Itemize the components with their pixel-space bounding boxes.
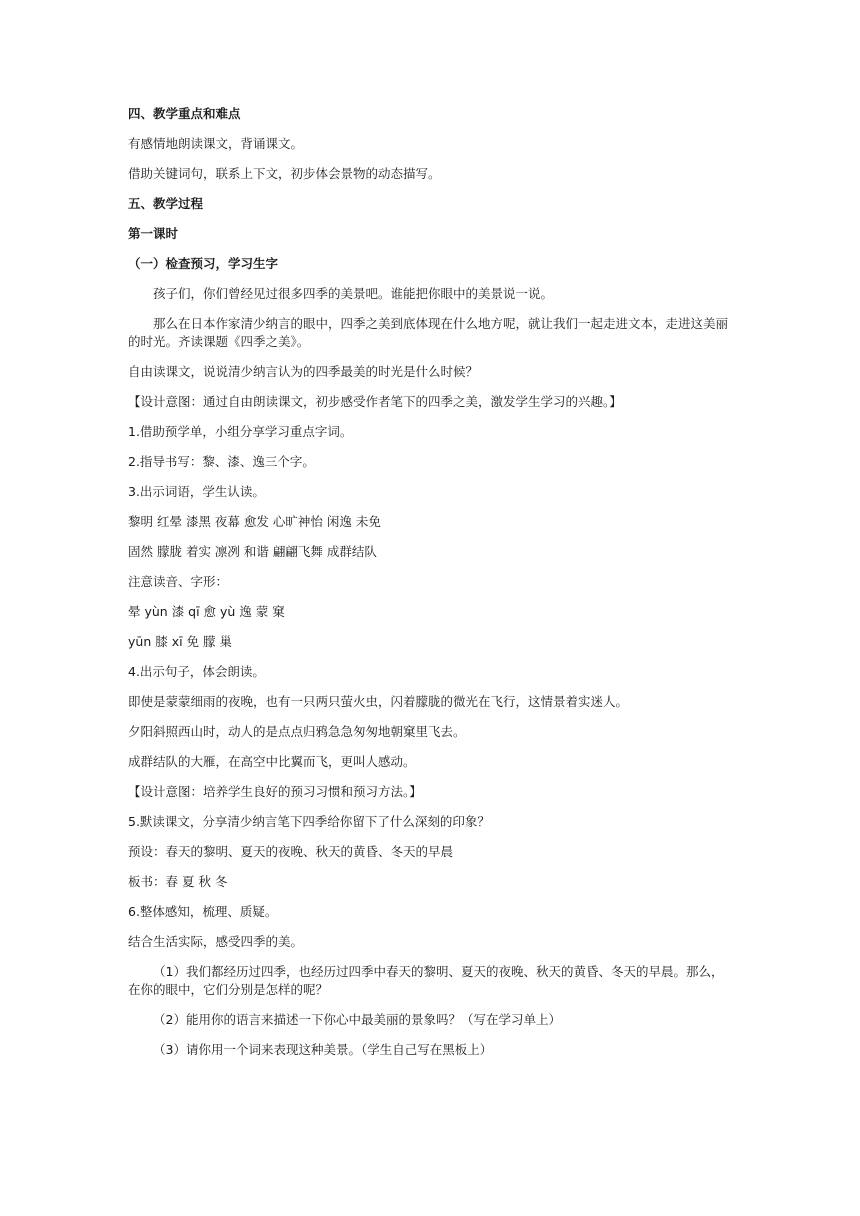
question: （3）请你用一个词来表现这种美景。（学生自己写在黑板上） [153, 1042, 493, 1057]
paragraph: 3.出示词语，学生认读。 [128, 484, 265, 499]
paragraph: 板书：春 夏 秋 冬 [128, 874, 228, 889]
question: （2）能用你的语言来描述一下你心中最美丽的景象吗？（写在学习单上） [153, 1012, 561, 1027]
subsection-heading: （一）检查预习，学习生字 [128, 256, 279, 271]
paragraph: 有感情地朗读课文，背诵课文。 [128, 136, 304, 151]
word-list: 黎明 红晕 漆黑 夜幕 愈发 心旷神怡 闲逸 未免 [128, 514, 381, 529]
section-heading: 五、教学过程 [128, 196, 204, 211]
paragraph: 那么在日本作家清少纳言的眼中，四季之美到底体现在什么地方呢，就让我们一起走进文本，走进这美丽的时光。齐读课题《四季之美》。 [128, 316, 729, 349]
word-list: 固然 朦胧 着实 凛冽 和谐 翩翩飞舞 成群结队 [128, 544, 377, 559]
paragraph: 6.整体感知，梳理、质疑。 [128, 904, 278, 919]
example-sentence: 成群结队的大雁，在高空中比翼而飞，更叫人感动。 [128, 754, 416, 769]
paragraph: 借助关键词句，联系上下文，初步体会景物的动态描写。 [128, 166, 441, 181]
section-heading: 四、教学重点和难点 [128, 106, 241, 121]
paragraph: 2.指导书写：黎、漆、逸三个字。 [128, 454, 315, 469]
example-sentence: 即使是蒙蒙细雨的夜晚，也有一只两只萤火虫，闪着朦胧的微光在飞行，这情景着实迷人。 [128, 694, 629, 709]
paragraph: 自由读课文，说说清少纳言认为的四季最美的时光是什么时候？ [128, 364, 479, 379]
paragraph: 孩子们，你们曾经见过很多四季的美景吧。谁能把你眼中的美景说一说。 [153, 286, 554, 301]
pronunciation-list: 晕 yùn 漆 qī 愈 yù 逸 蒙 窠 [128, 604, 285, 619]
pronunciation-list: yūn 膝 xī 免 朦 巢 [128, 634, 232, 649]
document-body [128, 105, 732, 1071]
paragraph: 5.默读课文，分享清少纳言笔下四季给你留下了什么深刻的印象？ [128, 814, 490, 829]
paragraph: 注意读音、字形： [128, 574, 229, 589]
paragraph: 结合生活实际，感受四季的美。 [128, 934, 304, 949]
design-intent-note: 【设计意图：培养学生良好的预习习惯和预习方法。】 [128, 784, 422, 799]
paragraph: 1.借助预学单，小组分享学习重点字词。 [128, 424, 353, 439]
design-intent-note: 【设计意图：通过自由朗读课文，初步感受作者笔下的四季之美，激发学生学习的兴趣。】 [128, 394, 622, 409]
example-sentence: 夕阳斜照西山时，动人的是点点归鸦急急匆匆地朝窠里飞去。 [128, 724, 466, 739]
question: （1）我们都经历过四季，也经历过四季中春天的黎明、夏天的夜晚、秋天的黄昏、冬天的早晨。那么，在你的眼中，它们分别是怎样的呢？ [128, 964, 724, 997]
subsection-heading: 第一课时 [128, 226, 179, 241]
paragraph: 4.出示句子，体会朗读。 [128, 664, 265, 679]
paragraph: 预设：春天的黎明、夏天的夜晚、秋天的黄昏、冬天的早晨 [128, 844, 454, 859]
